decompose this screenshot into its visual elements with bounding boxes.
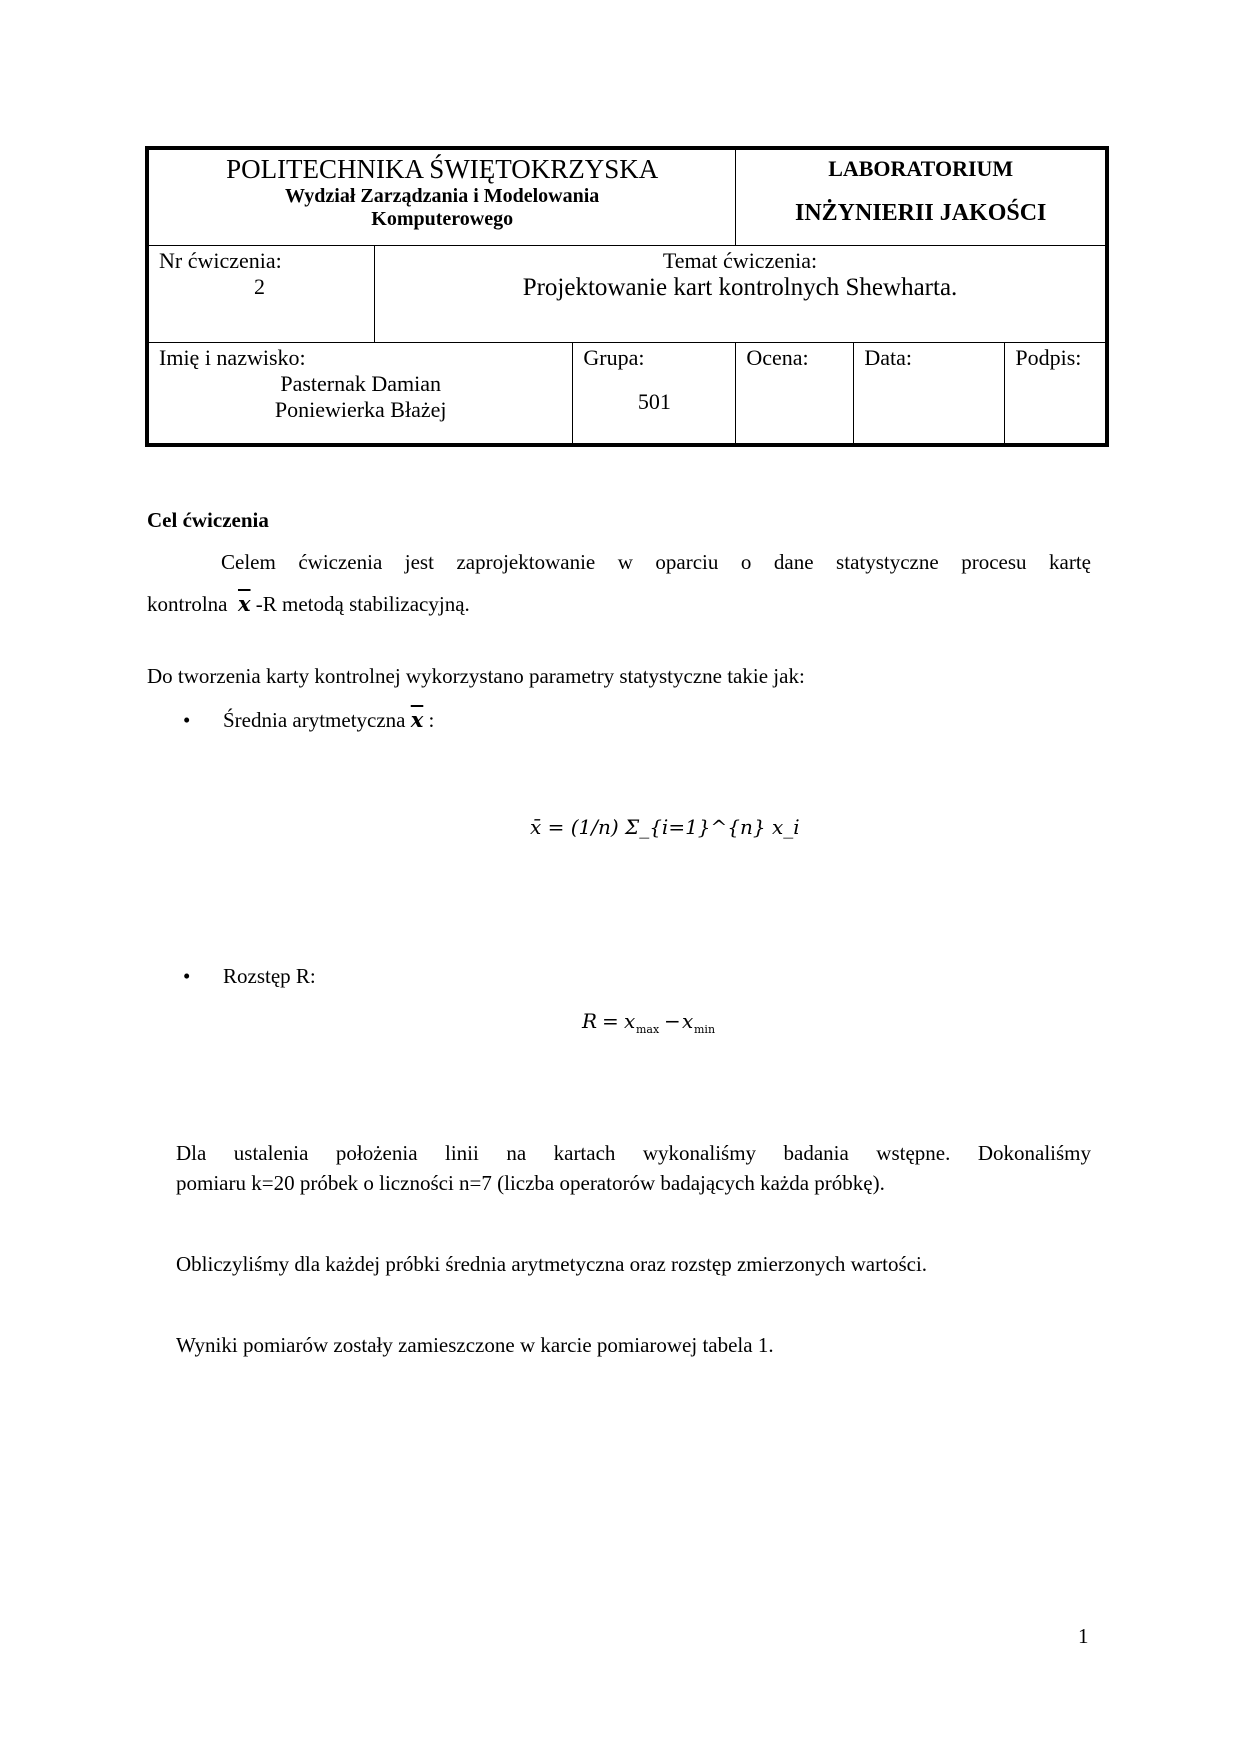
- para1-line1: Dla ustalenia położenia linii na kartach wykonaliśmy badania wstępne. Dokonaliśmy: [176, 1141, 1091, 1165]
- bullet-range: • Rozstęp R:: [223, 955, 316, 997]
- bullet-mean: [223, 699, 434, 741]
- group-cell: [573, 342, 736, 445]
- name-label: Imię i nazwisko:: [159, 344, 306, 370]
- aim-line2-a: kontrolna: [147, 592, 228, 616]
- lab-line2: INŻYNIERII JAKOŚCI: [794, 200, 1047, 226]
- bullet-mean-label: Średnia arytmetyczna: [223, 708, 406, 732]
- signature-cell: [1005, 342, 1107, 445]
- svg-text:−: −: [664, 1009, 681, 1033]
- formula-mean: x̄ = (1/n) Σ_{i=1}^{n} x_i: [530, 815, 800, 839]
- svg-text:x: x: [624, 1009, 636, 1033]
- svg-text:R: R: [582, 1009, 598, 1033]
- faculty-line1: Wydział Zarządzania i Modelowania: [285, 185, 600, 207]
- exercise-no: 2: [254, 273, 265, 299]
- paragraph-preliminary: [176, 1138, 1091, 1198]
- lab-line1: LABORATORIUM: [828, 156, 1014, 181]
- para1-line2: pomiaru k=20 próbek o liczności n=7 (liczba operatorów badających każda próbkę).: [176, 1171, 885, 1195]
- names-cell: [147, 342, 573, 445]
- topic: Projektowanie kart kontrolnych Shewharta.: [522, 273, 958, 301]
- grade-label: Ocena:: [746, 344, 809, 370]
- aim-heading: Cel ćwiczenia: [147, 508, 269, 532]
- svg-text:min: min: [694, 1023, 716, 1036]
- university-cell: [147, 148, 736, 245]
- aim-line1: Celem ćwiczenia jest zaprojektowanie w oparciu o dane statystyczne procesu kartę: [221, 550, 1091, 574]
- xbar-symbol: $\overline{x}$: [410, 707, 424, 732]
- aim-line2-b: -R metodą stabilizacyjną.: [255, 592, 470, 616]
- group: 501: [637, 388, 671, 414]
- faculty-line2: Komputerowego: [371, 208, 514, 230]
- name-2: Poniewierka Błażej: [274, 396, 447, 422]
- paragraph-calculated: Obliczyliśmy dla każdej próbki średnia arytmetyczna oraz rozstęp zmierzonych wartości.: [176, 1252, 928, 1276]
- paragraph-results: Wyniki pomiarów zostały zamieszczone w karcie pomiarowej tabela 1.: [176, 1333, 774, 1357]
- topic-label: Temat ćwiczenia:: [662, 247, 818, 273]
- exercise-no-cell: [147, 245, 375, 342]
- date-cell: [854, 342, 1005, 445]
- group-label: Grupa:: [583, 344, 645, 370]
- svg-text:x: x: [682, 1009, 694, 1033]
- date-label: Data:: [864, 344, 913, 370]
- signature-label: Podpis:: [1015, 344, 1082, 370]
- svg-text:=: =: [602, 1009, 619, 1033]
- name-1: Pasternak Damian: [280, 370, 442, 396]
- topic-cell: [375, 245, 1108, 342]
- xbar-symbol: $\overline{x}$: [237, 591, 251, 616]
- header-table: [145, 146, 1109, 447]
- bullet-mean-colon: :: [428, 708, 435, 732]
- lab-cell: [736, 148, 1107, 245]
- page-number: 1: [1078, 1624, 1089, 1648]
- aim-line2: [147, 583, 470, 625]
- svg-text:max: max: [636, 1023, 660, 1036]
- exercise-no-label: Nr ćwiczenia:: [159, 247, 282, 273]
- formula-range: [580, 1008, 740, 1038]
- params-intro: Do tworzenia karty kontrolnej wykorzystano parametry statystyczne takie jak:: [147, 664, 805, 688]
- university-name: POLITECHNIKA ŚWIĘTOKRZYSKA: [226, 154, 659, 184]
- grade-cell: [736, 342, 854, 445]
